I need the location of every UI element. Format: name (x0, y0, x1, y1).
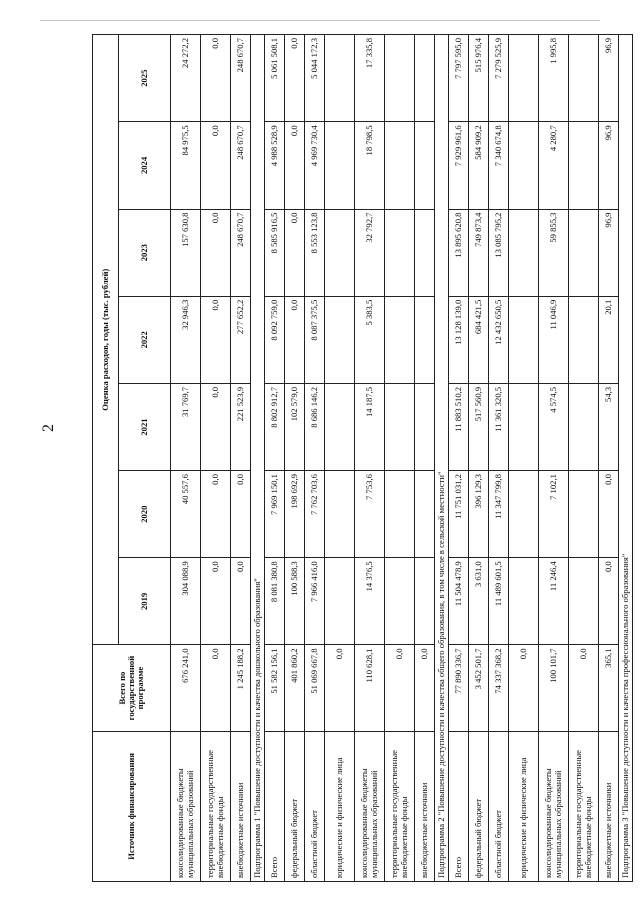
year-cell: 7 797 595,0 (449, 35, 469, 122)
year-cell: 248 670,7 (231, 35, 251, 122)
year-cell: 584 909,2 (469, 122, 489, 209)
total-cell: 100 101,7 (539, 645, 569, 731)
year-cell: 277 652,2 (231, 296, 251, 383)
year-cell: 8 087 375,5 (305, 296, 325, 383)
year-cell (385, 383, 415, 470)
year-cell: 0,0 (201, 296, 231, 383)
header-total: Всего по государственной программе (93, 645, 171, 731)
table-row (599, 35, 619, 882)
year-cell: 7 340 674,8 (489, 122, 509, 209)
year-cell: 5 061 508,1 (265, 35, 285, 122)
section-title: Подпрограмма 3 "Повышение доступности и качества профессионального образования" (619, 35, 633, 882)
scan-edge-line (40, 20, 600, 21)
year-cell: 11 347 799,8 (489, 471, 509, 558)
total-cell: 0,0 (569, 645, 599, 731)
source-label: внебюджетные источники (599, 731, 619, 881)
year-cell (325, 383, 355, 470)
section-title: Подпрограмма 1 "Повышение доступности и качества дошкольного образования" (251, 35, 265, 882)
table-row (355, 35, 385, 882)
year-cell: 0,0 (201, 35, 231, 122)
rotated-table-container (92, 34, 630, 882)
year-cell: 0,0 (231, 558, 251, 645)
year-cell (415, 122, 435, 209)
source-label: юридические и физические лица (509, 731, 539, 881)
table-row (469, 35, 489, 882)
year-cell: 100 588,3 (285, 558, 305, 645)
total-cell: 676 241,0 (171, 645, 201, 731)
year-cell: 0,0 (201, 471, 231, 558)
year-cell: 40 557,6 (171, 471, 201, 558)
year-cell: 0,0 (201, 558, 231, 645)
table-row (539, 35, 569, 882)
year-cell: 221 523,9 (231, 383, 251, 470)
year-cell (325, 296, 355, 383)
year-cell: 0,0 (231, 471, 251, 558)
table-row (415, 35, 435, 882)
year-cell: 248 670,7 (231, 209, 251, 296)
year-cell: 0,0 (285, 209, 305, 296)
section-row (251, 35, 265, 882)
year-cell (325, 209, 355, 296)
year-cell: 517 560,9 (469, 383, 489, 470)
year-cell: 59 855,3 (539, 209, 569, 296)
year-cell: 11 751 031,2 (449, 471, 469, 558)
source-label: консолидированные бюджеты муниципальных образований (539, 731, 569, 881)
year-cell: 684 421,5 (469, 296, 489, 383)
year-cell (569, 383, 599, 470)
year-cell: 24 272,2 (171, 35, 201, 122)
source-label: юридические и физические лица (325, 731, 355, 881)
source-label: территориальные государственные внебюджетные фонды (201, 731, 231, 881)
year-cell: 8 686 146,2 (305, 383, 325, 470)
header-year: 2025 (119, 35, 171, 122)
year-cell: 0,0 (201, 122, 231, 209)
year-cell: 749 873,4 (469, 209, 489, 296)
year-cell: 20,1 (599, 296, 619, 383)
total-cell: 3 452 501,7 (469, 645, 489, 731)
header-year: 2024 (119, 122, 171, 209)
header-year: 2020 (119, 471, 171, 558)
year-cell: 18 798,5 (355, 122, 385, 209)
year-cell: 13 085 795,2 (489, 209, 509, 296)
table-row (285, 35, 305, 882)
year-cell (415, 35, 435, 122)
year-cell: 4 574,5 (539, 383, 569, 470)
year-cell: 7 966 416,0 (305, 558, 325, 645)
year-cell: 8 081 380,8 (265, 558, 285, 645)
year-cell (415, 296, 435, 383)
table-row (171, 35, 201, 882)
total-cell: 77 890 336,7 (449, 645, 469, 731)
year-cell (509, 209, 539, 296)
year-cell: 396 129,3 (469, 471, 489, 558)
table-row (325, 35, 355, 882)
year-cell (325, 35, 355, 122)
year-cell (385, 209, 415, 296)
header-year: 2022 (119, 296, 171, 383)
year-cell (569, 471, 599, 558)
year-cell: 96,9 (599, 122, 619, 209)
year-cell (569, 296, 599, 383)
table-row (265, 35, 285, 882)
year-cell: 304 088,9 (171, 558, 201, 645)
year-cell: 7 762 703,6 (305, 471, 325, 558)
header-source: Источник финансирования (93, 731, 171, 881)
year-cell: 11 504 478,9 (449, 558, 469, 645)
table-row (489, 35, 509, 882)
total-cell: 0,0 (325, 645, 355, 731)
year-cell: 8 585 916,5 (265, 209, 285, 296)
year-cell (385, 122, 415, 209)
year-cell: 11 361 320,5 (489, 383, 509, 470)
source-label: консолидированные бюджеты муниципальных образований (171, 731, 201, 881)
year-cell (325, 122, 355, 209)
source-label: областной бюджет (489, 731, 509, 881)
year-cell (385, 558, 415, 645)
section-row (619, 35, 633, 882)
year-cell (415, 558, 435, 645)
year-cell: 8 553 123,8 (305, 209, 325, 296)
section-row (435, 35, 449, 882)
year-cell (569, 558, 599, 645)
year-cell: 7 929 961,6 (449, 122, 469, 209)
year-cell: 7 279 525,9 (489, 35, 509, 122)
year-cell: 4 988 528,9 (265, 122, 285, 209)
year-cell: 102 579,0 (285, 383, 305, 470)
year-cell: 0,0 (201, 383, 231, 470)
source-label: Всего (449, 731, 469, 881)
year-cell: 7 102,1 (539, 471, 569, 558)
year-cell: 31 769,7 (171, 383, 201, 470)
year-cell: 5 383,5 (355, 296, 385, 383)
year-cell (385, 471, 415, 558)
year-cell: 5 044 172,3 (305, 35, 325, 122)
year-cell: 11 883 510,2 (449, 383, 469, 470)
source-label: федеральный бюджет (285, 731, 305, 881)
table-row (449, 35, 469, 882)
year-cell (385, 35, 415, 122)
source-label: консолидированные бюджеты муниципальных образований (355, 731, 385, 881)
year-cell: 84 975,5 (171, 122, 201, 209)
year-cell (385, 296, 415, 383)
year-cell: 13 895 620,8 (449, 209, 469, 296)
year-cell: 11 246,4 (539, 558, 569, 645)
year-cell: 0,0 (599, 471, 619, 558)
year-cell: 0,0 (599, 558, 619, 645)
header-estimate: Оценка расходов, годы (тыс. рублей) (93, 35, 119, 645)
header-year: 2019 (119, 558, 171, 645)
table-row (385, 35, 415, 882)
total-cell: 74 337 368,2 (489, 645, 509, 731)
year-cell: 4 969 730,4 (305, 122, 325, 209)
year-cell: 32 792,7 (355, 209, 385, 296)
year-cell (415, 209, 435, 296)
source-label: федеральный бюджет (469, 731, 489, 881)
year-cell: 12 432 650,5 (489, 296, 509, 383)
year-cell: 11 489 601,5 (489, 558, 509, 645)
year-cell: 14 187,5 (355, 383, 385, 470)
year-cell: 14 376,5 (355, 558, 385, 645)
year-cell: 11 046,9 (539, 296, 569, 383)
source-label: Всего (265, 731, 285, 881)
year-cell: 7 753,6 (355, 471, 385, 558)
year-cell (509, 296, 539, 383)
total-cell: 110 628,1 (355, 645, 385, 731)
year-cell: 17 335,8 (355, 35, 385, 122)
year-cell (509, 471, 539, 558)
year-cell: 96,9 (599, 35, 619, 122)
year-cell (569, 122, 599, 209)
total-cell: 0,0 (201, 645, 231, 731)
source-label: территориальные государственные внебюджетные фонды (385, 731, 415, 881)
year-cell: 515 976,4 (469, 35, 489, 122)
financing-table (92, 34, 633, 882)
section-title: Подпрограмма 2 "Повышение доступности и качества общего образования, в том числе в сельской местности" (435, 35, 449, 882)
year-cell (569, 209, 599, 296)
total-cell: 1 245 188,2 (231, 645, 251, 731)
total-cell: 401 860,2 (285, 645, 305, 731)
year-cell: 8 802 912,7 (265, 383, 285, 470)
year-cell: 8 092 759,0 (265, 296, 285, 383)
table-body (171, 35, 633, 882)
table-row (569, 35, 599, 882)
total-cell: 0,0 (509, 645, 539, 731)
year-cell: 54,3 (599, 383, 619, 470)
header-year: 2021 (119, 383, 171, 470)
table-row (201, 35, 231, 882)
source-label: внебюджетные источники (415, 731, 435, 881)
table-row (231, 35, 251, 882)
year-cell (325, 558, 355, 645)
year-cell: 32 946,3 (171, 296, 201, 383)
total-cell: 51 582 156,1 (265, 645, 285, 731)
year-cell: 248 670,7 (231, 122, 251, 209)
year-cell: 0,0 (285, 296, 305, 383)
year-cell: 4 280,7 (539, 122, 569, 209)
total-cell: 0,0 (415, 645, 435, 731)
table-row (305, 35, 325, 882)
year-cell: 7 969 150,1 (265, 471, 285, 558)
year-cell: 198 692,9 (285, 471, 305, 558)
total-cell: 0,0 (385, 645, 415, 731)
total-cell: 51 069 667,8 (305, 645, 325, 731)
source-label: внебюджетные источники (231, 731, 251, 881)
year-cell (509, 122, 539, 209)
year-cell (509, 383, 539, 470)
year-cell: 157 630,8 (171, 209, 201, 296)
source-label: территориальные государственные внебюджетные фонды (569, 731, 599, 881)
year-cell: 13 128 139,0 (449, 296, 469, 383)
year-cell (415, 471, 435, 558)
year-cell: 0,0 (285, 122, 305, 209)
year-cell (569, 35, 599, 122)
year-cell (509, 558, 539, 645)
year-cell: 96,9 (599, 209, 619, 296)
total-cell: 365,1 (599, 645, 619, 731)
source-label: областной бюджет (305, 731, 325, 881)
year-cell (415, 383, 435, 470)
header-year: 2023 (119, 209, 171, 296)
page-number: 2 (40, 424, 57, 432)
year-cell (325, 471, 355, 558)
year-cell: 0,0 (201, 209, 231, 296)
year-cell (509, 35, 539, 122)
header-row-1 (93, 35, 119, 882)
table-row (509, 35, 539, 882)
year-cell: 1 995,8 (539, 35, 569, 122)
year-cell: 0,0 (285, 35, 305, 122)
year-cell: 3 631,0 (469, 558, 489, 645)
